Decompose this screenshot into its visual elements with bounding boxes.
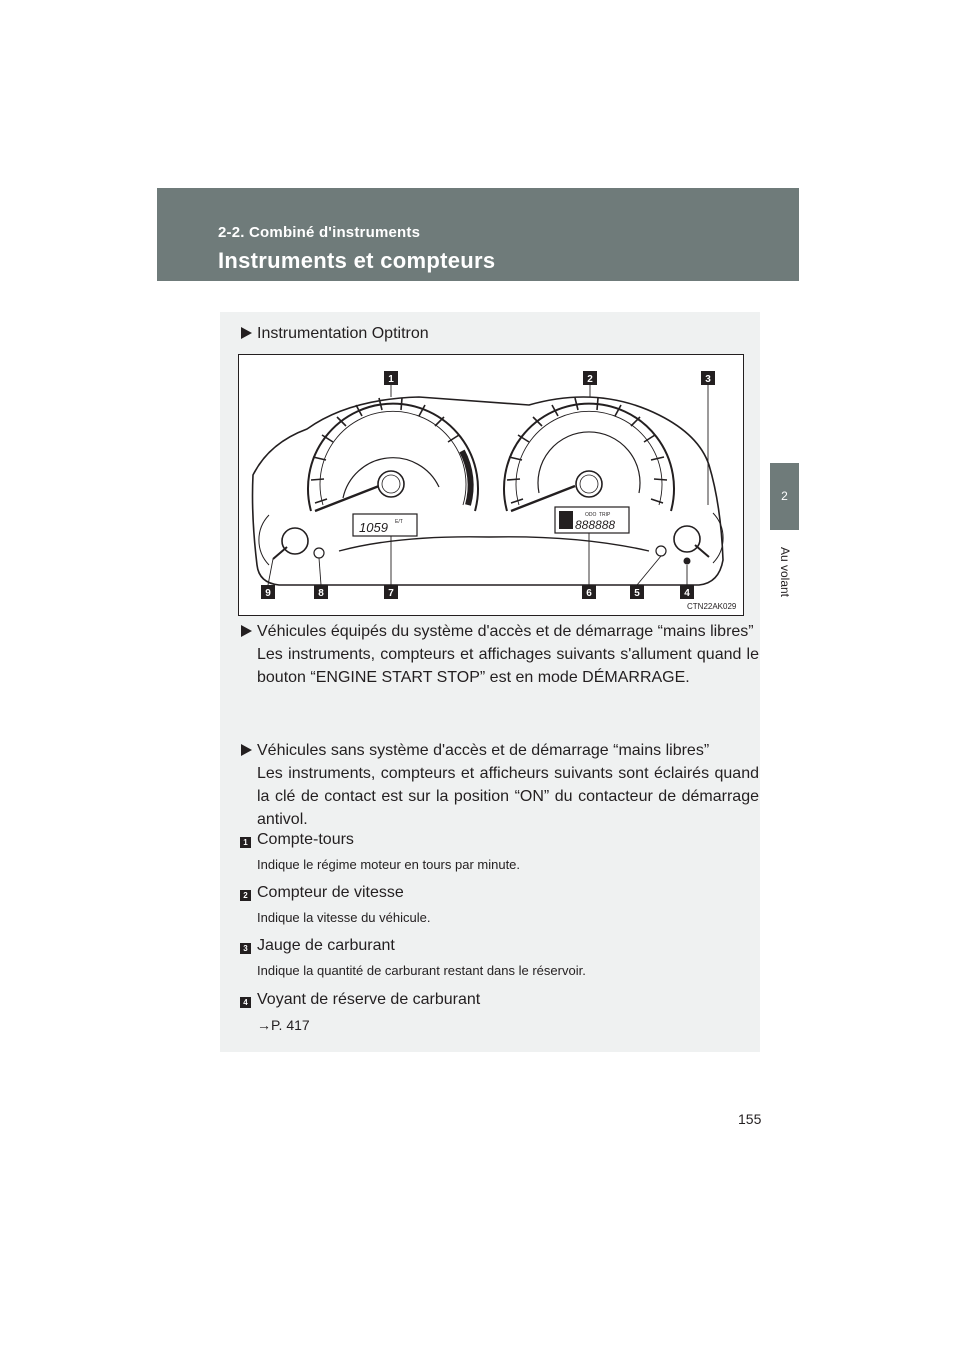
item-number-2: 2 [240,890,251,901]
figure-code: CTN22AK029 [687,602,737,611]
callout-labels [261,371,715,599]
page-number: 155 [738,1111,762,1127]
item-number-3: 3 [240,943,251,954]
instrument-cluster-diagram [238,354,744,616]
item-desc-speedometer: Indique la vitesse du véhicule. [257,910,431,925]
item-title-tachometer: Compte-tours [257,831,354,848]
odometer-left-readout: 1059 [359,520,388,535]
callout-6: 6 [586,588,592,599]
left-display-tag: E/T [395,519,403,525]
bullet-arrow-icon [241,744,252,756]
callout-2: 2 [587,374,593,385]
item-number-4: 4 [240,997,251,1008]
bullet-arrow-icon [241,327,252,339]
item-desc-tachometer: Indique le régime moteur en tours par minute. [257,857,521,872]
callout-4: 4 [684,588,690,599]
chapter-header [157,188,799,281]
callout-5: 5 [634,588,640,599]
item-desc-fuel-gauge: Indique la quantité de carburant restant dans le réservoir. [257,963,586,978]
item-number-1: 1 [240,837,251,848]
note-no-keyless-title: Véhicules sans système d'accès et de démarrage “mains libres” [257,742,710,759]
bullet-arrow-icon [241,625,252,637]
section-label: 2-2. Combiné d'instruments [218,224,421,241]
item-title-fuel-gauge: Jauge de carburant [257,937,395,954]
page-title: Instruments et compteurs [218,248,496,273]
page-reference-link[interactable]: →P. 417 [257,1017,310,1033]
right-display-tag-trip: TRIP [599,512,611,518]
variant-title: Instrumentation Optitron [257,325,429,342]
item-title-fuel-warning: Voyant de réserve de carburant [257,991,481,1008]
note-no-keyless-text: Les instruments, compteurs et afficheurs suivants sont éclairés quand la clé de contact est sur la position “ON” du contacteur de démarrage antivol. [257,765,759,828]
callout-1: 1 [388,374,394,385]
variant-heading [241,322,759,345]
callout-8: 8 [318,588,324,599]
odometer-right-readout: 888888 [575,518,616,532]
right-display-tag-odo: ODO [585,512,597,518]
note-keyless [241,620,759,689]
chapter-side-label [772,537,798,607]
callout-9: 9 [265,588,271,599]
content-panel [220,312,760,1052]
callout-7: 7 [388,588,394,599]
note-no-keyless [241,739,759,831]
note-keyless-title: Véhicules équipés du système d'accès et de démarrage “mains libres” [257,623,754,640]
instrument-cluster-illustration [239,355,743,615]
callout-3: 3 [705,374,711,385]
note-keyless-text: Les instruments, compteurs et affichages suivants s'allument quand le bouton “ENGINE START STOP” est en mode DÉMARRAGE. [257,646,759,686]
chapter-side-label-text: Au volant [778,546,792,598]
chapter-tab[interactable]: 2 [770,463,799,530]
item-title-speedometer: Compteur de vitesse [257,884,404,901]
